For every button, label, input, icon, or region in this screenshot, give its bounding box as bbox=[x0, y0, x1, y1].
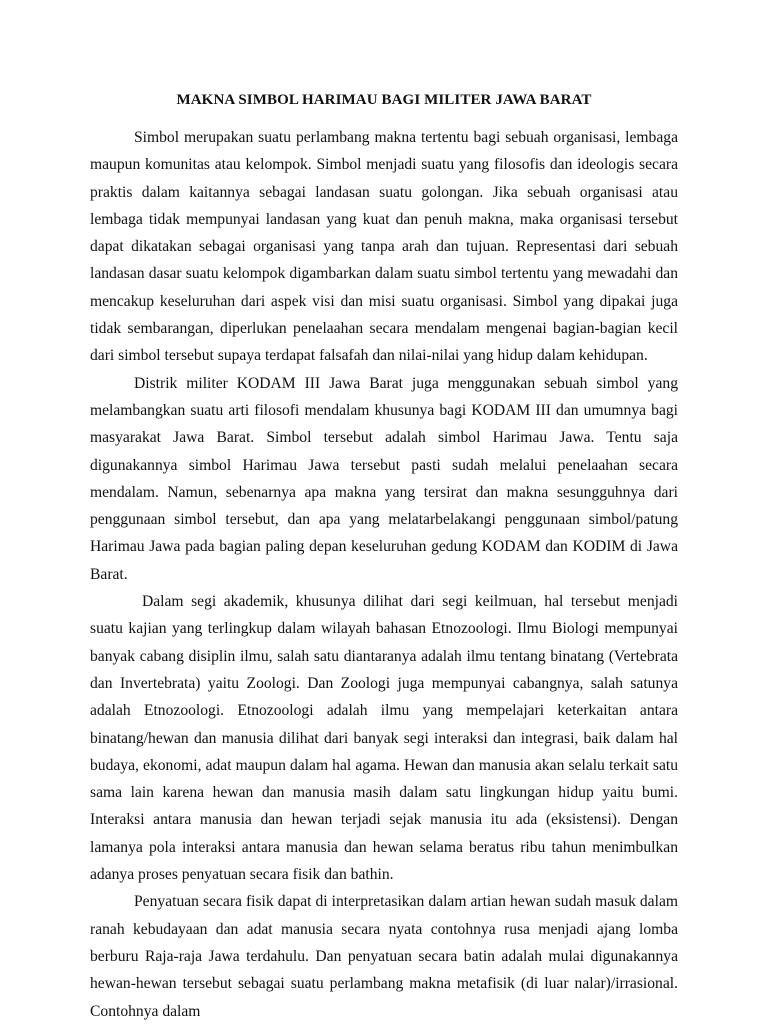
paragraph-3: Dalam segi akademik, khusunya dilihat dari segi keilmuan, hal tersebut menjadi suatu kajian yang terlingkup dalam wilayah bahasan Etnozoologi. Ilmu Biologi mempunyai banyak cabang disiplin ilmu, salah satu diantaranya adalah ilmu tentang binatang (Vertebrata dan Invertebrata) yaitu Zoologi. Dan Zoologi juga mempunyai cabangnya, salah satunya adalah Etnozoologi. Etnozoologi adalah ilmu yang mempelajari keterkaitan antara binatang/hewan dan manusia dilihat dari banyak segi interaksi dan integrasi, baik dalam hal budaya, ekonomi, adat maupun dalam hal agama. Hewan dan manusia akan selalu terkait satu sama lain karena hewan dan manusia masih dalam satu lingkungan hidup yaitu bumi. Interaksi antara manusia dan hewan terjadi sejak manusia itu ada (eksistensi). Dengan lamanya pola interaksi antara manusia dan hewan selama beratus ribu tahun menimbulkan adanya proses penyatuan secara fisik dan bathin. bbox=[90, 593, 678, 884]
paragraph-4: Penyatuan secara fisik dapat di interpretasikan dalam artian hewan sudah masuk dalam ranah kebudayaan dan adat manusia secara nyata contohnya rusa menjadi ajang lomba berburu Raja-raja Jawa terdahulu. Dan penyatuan secara batin adalah mulai digunakannya hewan-hewan tersebut sebagai suatu perlambang makna metafisik (di luar nalar)/irrasional. Contohnya dalam bbox=[90, 893, 678, 1020]
document-body bbox=[90, 124, 678, 1025]
document-title: MAKNA SIMBOL HARIMAU BAGI MILITER JAWA BARAT bbox=[176, 92, 592, 108]
paragraph-1: Simbol merupakan suatu perlambang makna tertentu bagi sebuah organisasi, lembaga maupun komunitas atau kelompok. Simbol menjadi suatu yang filosofis dan ideologis secara praktis dalam kaitannya sebagai landasan suatu golongan. Jika sebuah organisasi atau lembaga tidak mempunyai landasan yang kuat dan penuh makna, maka organisasi tersebut dapat dikatakan sebagai organisasi yang tanpa arah dan tujuan. Representasi dari sebuah landasan dasar suatu kelompok digambarkan dalam suatu simbol tertentu yang mewadahi dan mencakup keseluruhan dari aspek visi dan misi suatu organisasi. Simbol yang dipakai juga tidak sembarangan, diperlukan penelaahan secara mendalam mengenai bagian-bagian kecil dari simbol tersebut supaya terdapat falsafah dan nilai-nilai yang hidup dalam kehidupan. bbox=[90, 129, 678, 365]
paragraph-2: Distrik militer KODAM III Jawa Barat juga menggunakan sebuah simbol yang melambangkan suatu arti filosofi mendalam khusunya bagi KODAM III dan umumnya bagi masyarakat Jawa Barat. Simbol tersebut adalah simbol Harimau Jawa. Tentu saja digunakannya simbol Harimau Jawa tersebut pasti sudah melalui penelaahan secara mendalam. Namun, sebenarnya apa makna yang tersirat dan makna sesungguhnya dari penggunaan simbol tersebut, dan apa yang melatarbelakangi penggunaan simbol/patung Harimau Jawa pada bagian paling depan keseluruhan gedung KODAM dan KODIM di Jawa Barat. bbox=[90, 374, 678, 583]
